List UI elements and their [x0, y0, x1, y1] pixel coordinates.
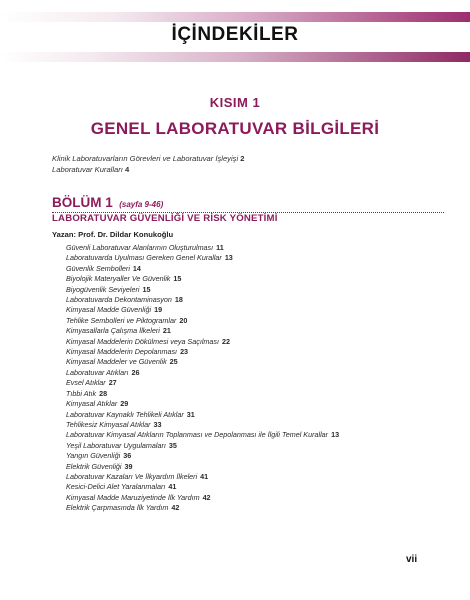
- intro-entries: [52, 154, 452, 175]
- toc-entry[interactable]: [66, 295, 446, 305]
- toc-entry-title: Kimyasal Atıklar: [66, 399, 118, 409]
- toc-entry[interactable]: [66, 253, 446, 263]
- toc-entry-page: 42: [202, 492, 211, 502]
- toc-entry-page: 21: [162, 326, 171, 336]
- toc-entry-page: 36: [123, 451, 132, 461]
- toc-entry-page: 18: [174, 295, 183, 305]
- toc-entry[interactable]: [66, 389, 446, 399]
- toc-entry-title: Evsel Atıklar: [66, 378, 106, 388]
- toc-entry[interactable]: [66, 378, 446, 388]
- chapter-title: LABORATUVAR GÜVENLİĞİ VE RİSK YÖNETİMİ: [52, 213, 278, 224]
- toc-entry[interactable]: [66, 430, 446, 440]
- page-number: vii: [406, 554, 418, 565]
- page-title: İÇİNDEKİLER: [171, 24, 299, 45]
- toc-entry-page: 13: [224, 253, 233, 263]
- toc-entry-title: Laboratuvar Kazaları Ve İlkyardım İlkeleri: [66, 471, 198, 481]
- toc-entry[interactable]: [66, 493, 446, 503]
- toc-entry-title: Biyolojik Materyaller Ve Güvenlik: [66, 274, 171, 284]
- toc-entry-title: Güvenli Laboratuvar Alanlarının Oluşturulması: [66, 243, 214, 252]
- intro-entry-text: Klinik Laboratuvarların Görevleri ve Laboratuvar İşleyişi: [52, 154, 239, 163]
- toc-entry[interactable]: [66, 264, 446, 274]
- toc-entry-page: 39: [124, 461, 133, 471]
- toc-entry[interactable]: [66, 503, 446, 513]
- toc-entry-title: Laboratuvar Kaynaklı Tehlikeli Atıklar: [66, 409, 184, 419]
- toc-entry-page: 42: [171, 503, 180, 513]
- part-label: KISIM 1: [209, 95, 261, 110]
- toc-entry-page: 41: [168, 482, 177, 492]
- toc-entry-page: 28: [99, 388, 108, 398]
- toc-entry-title: Elektrik Çarpmasında İlk Yardım: [66, 503, 169, 513]
- toc-entry[interactable]: [66, 326, 446, 336]
- chapter-heading: [52, 194, 163, 212]
- toc-entry-title: Laboratuvar Atıkları: [66, 367, 129, 377]
- part-title: GENEL LABORATUVAR BİLGİLERİ: [90, 119, 380, 138]
- toc-entry-title: Kimyasal Madde Maruziyetinde İlk Yardım: [66, 492, 200, 502]
- toc-entry-page: 22: [222, 336, 230, 346]
- toc-entry-page: 26: [131, 367, 140, 377]
- toc-entry-page: 14: [132, 263, 141, 273]
- intro-entry-page: 4: [125, 164, 130, 174]
- toc-entry[interactable]: [66, 472, 446, 482]
- toc-entry-title: Kimyasal Maddelerin Depolanması: [66, 347, 178, 357]
- toc-entry[interactable]: [66, 399, 446, 409]
- toc-entry-page: 23: [180, 347, 189, 357]
- toc-entry[interactable]: [66, 420, 446, 430]
- toc-entry[interactable]: [66, 357, 446, 367]
- toc-entry-title: Kimyasal Maddeler ve Güvenlik: [66, 357, 167, 367]
- toc-entry[interactable]: [66, 337, 446, 347]
- toc-entry-title: Elektrik Güvenliği: [66, 461, 122, 471]
- toc-entry-title: Laboratuvar Kimyasal Atıkların Toplanması ve Depolanması ile İlgili Temel Kurallar: [66, 430, 329, 440]
- toc-entry[interactable]: [66, 462, 446, 472]
- toc-entry-page: 25: [169, 357, 178, 367]
- toc-entry[interactable]: [66, 441, 446, 451]
- toc-entry[interactable]: [66, 368, 446, 378]
- toc-entry-page: 19: [154, 305, 163, 315]
- chapter-number: BÖLÜM 1: [52, 195, 113, 210]
- toc-entry-title: Kesici-Delici Alet Yaralanmaları: [66, 482, 166, 492]
- intro-entry-page: 2: [240, 154, 245, 163]
- intro-entry: [52, 154, 452, 165]
- toc-entry[interactable]: [66, 316, 446, 326]
- toc-entry-title: Laboratuvarda Dekontaminasyon: [66, 295, 172, 305]
- toc-entry-page: 35: [168, 440, 177, 450]
- toc-entry-page: 29: [120, 399, 129, 409]
- toc-entry[interactable]: [66, 285, 446, 295]
- toc-entry-title: Laboratuvarda Uyulması Gereken Genel Kurallar: [66, 253, 222, 263]
- intro-entry-text: Laboratuvar Kuralları: [52, 164, 123, 174]
- toc-entry-title: Tehlikesiz Kimyasal Atıklar: [66, 419, 151, 429]
- toc-entry[interactable]: [66, 274, 446, 284]
- chapter-author: Yazan: Prof. Dr. Dildar Konukoğlu: [52, 230, 174, 239]
- toc-entry-title: Kimyasallarla Çalışma İlkeleri: [66, 326, 160, 336]
- toc-entry-page: 13: [331, 430, 340, 440]
- header-band-top: [0, 12, 470, 22]
- chapter-pages: (sayfa 9-46): [119, 200, 164, 209]
- toc-entry[interactable]: [66, 482, 446, 492]
- toc-entry[interactable]: [66, 410, 446, 420]
- toc-entry-page: 27: [108, 378, 117, 388]
- toc-entry[interactable]: [66, 451, 446, 461]
- toc-entry-title: Yangın Güvenliği: [66, 451, 121, 461]
- toc-entry-page: 31: [186, 409, 195, 419]
- toc-entry-page: 41: [200, 471, 209, 481]
- toc-entry-page: 20: [179, 315, 188, 325]
- toc-entry-title: Kimyasal Madde Güvenliği: [66, 305, 152, 315]
- toc-entry-title: Yeşil Laboratuvar Uygulamaları: [66, 440, 166, 450]
- toc-entry[interactable]: [66, 243, 446, 253]
- toc-entry-page: 15: [173, 274, 182, 284]
- toc-entry[interactable]: [66, 347, 446, 357]
- toc-entry[interactable]: [66, 305, 446, 315]
- header-band-bottom: [0, 52, 470, 62]
- toc-entry-page: 15: [142, 284, 151, 294]
- toc-entry-page: 33: [153, 419, 162, 429]
- toc-entry-title: Biyogüvenlik Seviyeleri: [66, 284, 140, 294]
- toc-entry-title: Tıbbi Atık: [66, 388, 97, 398]
- intro-entry: [52, 165, 452, 176]
- toc-entry-title: Kimyasal Maddelerin Dökülmesi veya Saçılması: [66, 336, 219, 346]
- toc-entry-title: Tehlike Sembolleri ve Piktogramlar: [66, 315, 177, 325]
- toc-entry-title: Güvenlik Sembolleri: [66, 263, 130, 273]
- toc-list: [66, 243, 446, 514]
- toc-entry-page: 11: [216, 243, 224, 252]
